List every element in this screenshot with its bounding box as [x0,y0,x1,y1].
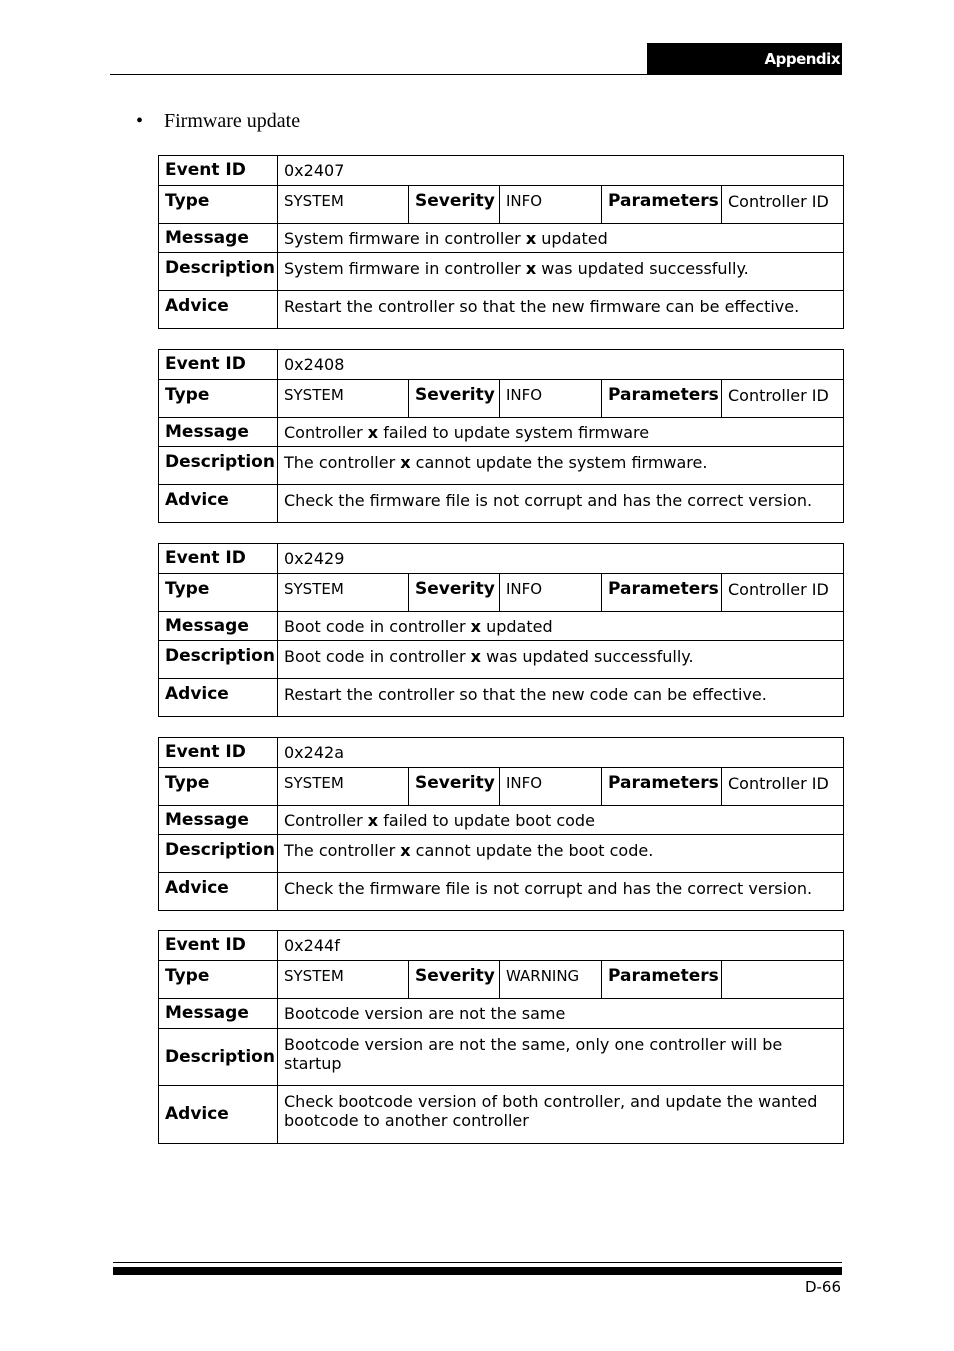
page-number: D-66 [804,1278,841,1296]
description-label: Description [159,447,278,485]
type-row [159,961,844,999]
advice-row [159,873,844,911]
description-value: The controller x cannot update the boot code. [278,835,844,873]
severity-value: INFO [500,768,602,806]
event-id-value: 0x2407 [278,156,844,186]
parameters-label: Parameters [602,574,722,612]
bullet-icon: • [136,110,144,132]
description-value: Bootcode version are not the same, only one controller will be startup [278,1029,844,1086]
description-label: Description [159,253,278,291]
event-id-row [159,350,844,380]
event-id-value: 0x242a [278,738,844,768]
type-value: SYSTEM [278,186,409,224]
type-value: SYSTEM [278,768,409,806]
message-label: Message [159,418,278,447]
severity-label: Severity [409,961,500,999]
advice-value: Check the firmware file is not corrupt and has the correct version. [278,485,844,523]
var-x: x [470,647,481,666]
advice-label: Advice [159,873,278,911]
var-x: x [525,259,537,278]
message-row [159,612,844,641]
parameters-value: Controller ID [722,574,844,612]
description-row [159,835,844,873]
var-x: x [400,453,411,472]
description-label: Description [159,641,278,679]
description-value: The controller x cannot update the system firmware. [278,447,844,485]
severity-label: Severity [409,186,500,224]
severity-value: INFO [500,186,602,224]
type-row [159,574,844,612]
type-value: SYSTEM [278,574,409,612]
message-row [159,418,844,447]
advice-row [159,485,844,523]
parameters-value [722,961,844,999]
description-label: Description [159,835,278,873]
event-id-label: Event ID [159,156,278,186]
message-row [159,999,844,1029]
event-id-label: Event ID [159,931,278,961]
message-label: Message [159,612,278,641]
var-x: x [367,422,379,442]
event-id-label: Event ID [159,350,278,380]
footer-rule-thick [113,1267,842,1275]
type-row [159,186,844,224]
parameters-label: Parameters [602,961,722,999]
type-value: SYSTEM [278,961,409,999]
description-row [159,447,844,485]
type-value: SYSTEM [278,380,409,418]
description-row [159,1029,844,1086]
section-title: Firmware update [164,110,301,132]
event-id-row [159,544,844,574]
advice-row [159,679,844,717]
message-row [159,224,844,253]
parameters-label: Parameters [602,768,722,806]
event-table [158,349,844,523]
description-label: Description [159,1029,278,1086]
message-value: Boot code in controller x updated [278,612,844,641]
event-id-value: 0x244f [278,931,844,961]
section-heading [136,110,300,133]
message-label: Message [159,999,278,1029]
advice-label: Advice [159,485,278,523]
type-label: Type [159,961,278,999]
advice-label: Advice [159,1086,278,1144]
event-id-row [159,156,844,186]
description-value: System firmware in controller x was updated successfully. [278,253,844,291]
parameters-value: Controller ID [722,768,844,806]
message-label: Message [159,224,278,253]
type-label: Type [159,768,278,806]
event-table [158,155,844,329]
event-table [158,930,844,1144]
var-x: x [367,810,379,830]
advice-label: Advice [159,291,278,329]
event-id-row [159,931,844,961]
severity-label: Severity [409,574,500,612]
footer-rule-thin [113,1262,842,1263]
message-value: Bootcode version are not the same [278,999,844,1029]
event-id-row [159,738,844,768]
message-value: Controller x failed to update system firmware [278,418,844,447]
parameters-value: Controller ID [722,186,844,224]
header-tab-label: Appendix [764,50,840,68]
severity-value: WARNING [500,961,602,999]
type-row [159,768,844,806]
severity-value: INFO [500,380,602,418]
header-section-tab [647,43,842,75]
message-row [159,806,844,835]
type-label: Type [159,380,278,418]
event-id-label: Event ID [159,738,278,768]
parameters-value: Controller ID [722,380,844,418]
message-value: System firmware in controller x updated [278,224,844,253]
severity-label: Severity [409,768,500,806]
type-row [159,380,844,418]
event-table [158,543,844,717]
description-row [159,641,844,679]
advice-value: Restart the controller so that the new firmware can be effective. [278,291,844,329]
advice-value: Check the firmware file is not corrupt and has the correct version. [278,873,844,911]
type-label: Type [159,574,278,612]
advice-value: Check bootcode version of both controller, and update the wanted bootcode to another controller [278,1086,844,1144]
parameters-label: Parameters [602,186,722,224]
event-id-value: 0x2429 [278,544,844,574]
event-id-value: 0x2408 [278,350,844,380]
advice-label: Advice [159,679,278,717]
advice-row [159,1086,844,1144]
advice-value: Restart the controller so that the new code can be effective. [278,679,844,717]
message-value: Controller x failed to update boot code [278,806,844,835]
severity-value: INFO [500,574,602,612]
advice-row [159,291,844,329]
description-value: Boot code in controller x was updated successfully. [278,641,844,679]
description-row [159,253,844,291]
parameters-label: Parameters [602,380,722,418]
event-table [158,737,844,911]
var-x: x [470,616,481,636]
var-x: x [525,228,537,248]
event-id-label: Event ID [159,544,278,574]
type-label: Type [159,186,278,224]
message-label: Message [159,806,278,835]
severity-label: Severity [409,380,500,418]
var-x: x [400,841,411,860]
